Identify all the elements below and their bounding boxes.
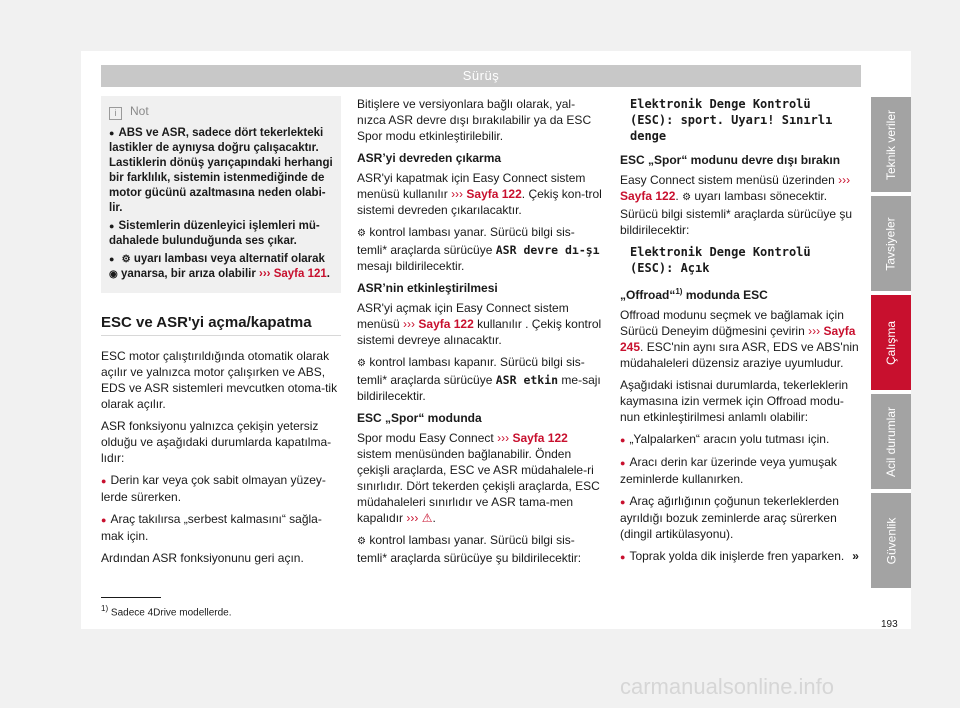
c1-paragraph-2: ASR fonksiyonu yalnızca çekişin yetersiz olduğu ve aşağıdaki durumlarda kapatılma-lıdır: <box>101 419 332 465</box>
c2-p7-text: kontrol lambası yanar. Sürücü bilgi sis-temli* araçlarda sürücüye şu bildirilecektir: <box>357 533 582 565</box>
link-page-122-d[interactable]: Sayfa 122 <box>620 189 676 203</box>
ref-arrows: ››› <box>406 511 419 525</box>
c2-paragraph-7 <box>357 532 602 566</box>
c3-p2-text-a: Offroad modunu seçmek ve bağlamak için Sürücü Deneyim düğmesini çevirin <box>620 308 844 338</box>
alternate-lamp-icon: ◉ <box>109 269 118 280</box>
tab-label: Tavsiyeler <box>884 216 899 271</box>
c3-p1-text-b: uyarı lambası sönecektir. Sürücü bilgi sistemli* araçlarda sürücüye şu bildirilecektir: <box>620 189 853 237</box>
c3-heading-2 <box>620 284 860 303</box>
c3-p1-text-a: Easy Connect sistem menüsü üzerinden <box>620 173 835 187</box>
asr-lamp-icon: ⚙ <box>357 536 366 547</box>
c2-heading-2: ASR’nin etkinleştirilmesi <box>357 281 498 295</box>
c2-paragraph-1: Bitişlere ve versiyonlara bağlı olarak, yal-nızca ASR devre dışı bırakılabilir ya da ESC Spor modu etkinleştirilebilir. <box>357 97 592 143</box>
c2-p3-text-a: kontrol lambası yanar. Sürücü bilgi sis-temli* araçlarda sürücüye <box>357 225 575 257</box>
link-page-122-a[interactable]: Sayfa 122 <box>466 187 522 201</box>
warning-lamp-icon: ⚙ <box>121 254 131 265</box>
ref-arrows: ››› <box>451 187 464 201</box>
tab-label: Çalışma <box>884 320 899 365</box>
c3-mono-2: Elektronik Denge Kontrolü (ESC): Açık <box>630 245 811 275</box>
continue-arrow-icon: » <box>852 549 859 563</box>
c3-bullet-4-row <box>620 548 860 565</box>
c2-paragraph-5 <box>357 354 602 404</box>
section-divider <box>101 335 341 336</box>
c2-p5-mono: ASR etkin <box>495 373 559 387</box>
column-middle <box>357 96 602 572</box>
c2-paragraph-6: Spor modu Easy Connect ››› Sayfa 122 sistem menüsünden bağlanabilir. Önden çekişli araçlarda, ESC ve ASR müdahalele-ri sınırlıdır. Dört tekerden çekişli araçlarda, ESC müdahaleleri sınırlıdır ve ASR tama-men kapalıdır ››› ⚠. <box>357 431 600 525</box>
warning-triangle-icon[interactable]: ⚠ <box>421 511 433 525</box>
c2-p6-text-a: Spor modu Easy Connect <box>357 431 494 445</box>
note-item-3-text-b: yanarsa, bir arıza olabilir <box>120 268 256 280</box>
footnote-divider <box>101 597 161 598</box>
c2-p5-text-a: kontrol lambası kapanır. Sürücü bilgi sis-temli* araçlarda sürücüye <box>357 355 585 387</box>
note-title: Not <box>130 104 149 118</box>
ref-arrows: ››› <box>403 317 416 331</box>
asr-lamp-icon: ⚙ <box>357 228 366 239</box>
page-number: 193 <box>881 619 898 630</box>
footnote-text: Sadece 4Drive modellerde. <box>110 607 232 619</box>
c3-p2-text-b: . ESC'nin aynı sıra ASR, EDS ve ABS'nin müdahaleleri düzensiz araziye uyumludur. <box>620 340 859 370</box>
tab-calisma[interactable] <box>871 295 911 390</box>
ref-arrows: ››› <box>497 431 510 445</box>
c3-bullet-1: ● „Yalpalarken“ aracın yolu tutması için. <box>620 431 860 448</box>
c3-heading-1: ESC „Spor“ modunu devre dışı bırakın <box>620 153 841 167</box>
c2-p5-text-b: me-sajı bildirilecektir. <box>357 373 601 403</box>
footnote-ref: 1) <box>675 287 683 296</box>
c2-p2-text-b: . Çekiş kon-trol sistemi devreden çıkarılacaktır. <box>357 187 602 217</box>
c1-bullet-1: ● Derin kar veya çok sabit olmayan yüzey-lerde sürerken. <box>101 472 341 505</box>
note-item-3-end: . <box>326 268 330 280</box>
note-header <box>109 103 333 120</box>
c2-paragraph-4 <box>357 300 602 348</box>
footnote <box>101 604 232 618</box>
note-item-2: ● Sistemlerin düzenleyici işlemleri mü-dahalede bulunduğunda ses çıkar. <box>109 219 333 249</box>
column-right <box>620 96 860 571</box>
c3-paragraph-3: Aşağıdaki istisnai durumlarda, tekerleklerin kaymasına izin vermek için Offroad modu-nun etkinleştirilmesi anlamlı olabilir: <box>620 378 849 424</box>
watermark: carmanualsonline.info <box>620 674 835 699</box>
tab-label: Güvenlik <box>884 517 898 564</box>
tab-label: Acil durumlar <box>884 406 898 477</box>
c2-heading-3: ESC „Spor“ modunda <box>357 411 482 425</box>
c3-mono-1: Elektronik Denge Kontrolü (ESC): sport. Uyarı! Sınırlı denge <box>630 97 833 143</box>
link-page-121[interactable]: Sayfa 121 <box>273 268 327 280</box>
link-page-122-b[interactable]: Sayfa 122 <box>418 317 474 331</box>
note-item-3 <box>109 252 333 282</box>
c3-bullet-2: ● Aracı derin kar üzerinde veya yumuşak zeminlerde kullanırken. <box>620 454 860 487</box>
c2-paragraph-2 <box>357 170 602 218</box>
asr-lamp-icon: ⚙ <box>682 192 692 203</box>
c1-bullet-2: ● Araç takılırsa „serbest kalmasını“ sağla-mak için. <box>101 511 341 544</box>
footnote-mark: 1) <box>101 604 109 613</box>
tab-tavsiyeler[interactable] <box>871 196 911 291</box>
c2-p4-text-b: kullanılır . Çekiş kontrol sistemi devreye alınacaktır. <box>357 317 602 347</box>
c3-h2-text-a: „Offroad“ <box>620 288 676 302</box>
c2-p6-text-b: sistem menüsünden bağlanabilir. Önden çekişli araçlarda, ESC ve ASR müdahalele-ri sınırlıdır. Dört tekerden çekişli araçlarda, ESC müdahaleleri sınırlıdır ve ASR tama-men kapalıdır <box>357 447 600 525</box>
info-icon: i <box>109 107 122 120</box>
asr-lamp-icon: ⚙ <box>357 358 366 369</box>
c2-p4-text-a: ASR'yi açmak için Easy Connect sistem menüsü <box>357 301 569 331</box>
link-page-122-c[interactable]: Sayfa 122 <box>512 431 568 445</box>
note-box <box>101 96 341 293</box>
section-title: ESC ve ASR'yi açma/kapatma <box>101 314 312 331</box>
tab-label: Teknik veriler <box>884 109 898 180</box>
c2-p3-mono: ASR devre dı-şı <box>495 243 600 257</box>
note-item-3-text-a: uyarı lambası veya alternatif olarak <box>133 253 325 265</box>
ref-arrows: ››› <box>808 324 821 338</box>
c3-h2-text-b: modunda ESC <box>685 288 768 302</box>
c3-bullet-3: ● Araç ağırlığının çoğunun tekerleklerden ayrıldığı bozuk zeminlerde araç sürerken (dingil artikülasyonu). <box>620 493 860 542</box>
tab-guvenlik[interactable] <box>871 493 911 588</box>
c1-paragraph-3: Ardından ASR fonksiyonunu geri açın. <box>101 551 304 565</box>
link-page-245[interactable]: Sayfa 245 <box>620 324 856 354</box>
c3-paragraph-1: Easy Connect sistem menüsü üzerinden ››› Sayfa 122. ⚙ uyarı lambası sönecektir. Sürücü bilgi sistemli* araçlarda sürücüye şu bildirilecektir: <box>620 173 853 237</box>
c2-paragraph-3 <box>357 224 602 274</box>
ref-arrows: ››› <box>838 173 851 187</box>
c3-bullet-4: ● Toprak yolda dik inişlerde fren yaparken. <box>620 549 844 563</box>
c2-heading-1: ASR’yi devreden çıkarma <box>357 151 502 165</box>
page-header: Sürüş <box>101 65 861 87</box>
c3-paragraph-2 <box>620 307 860 371</box>
c1-paragraph-1: ESC motor çalıştırıldığında otomatik olarak açılır ve yalnızca motor çalışırken ve ABS, EDS ve ASR sistemleri mevcutken otoma-tik olarak açılır. <box>101 349 338 411</box>
tab-teknik-veriler[interactable] <box>871 97 911 192</box>
c2-p2-text-a: ASR'yi kapatmak için Easy Connect sistem menüsü kullanılır <box>357 171 586 201</box>
note-item-1: ● ABS ve ASR, sadece dört tekerlekteki lastikler de aynıysa doğru çalışacaktır. Lastiklerin dönüş yarıçapındaki herhangi bir farklılık, sistemin istenmediğinde de motor gücünü azaltmasına neden olabi-lir. <box>109 126 333 216</box>
c2-p3-text-b: mesajı bildirilecektir. <box>357 259 465 273</box>
ref-arrows: ››› <box>259 268 271 280</box>
column-left <box>101 96 341 572</box>
tab-acil-durumlar[interactable] <box>871 394 911 489</box>
